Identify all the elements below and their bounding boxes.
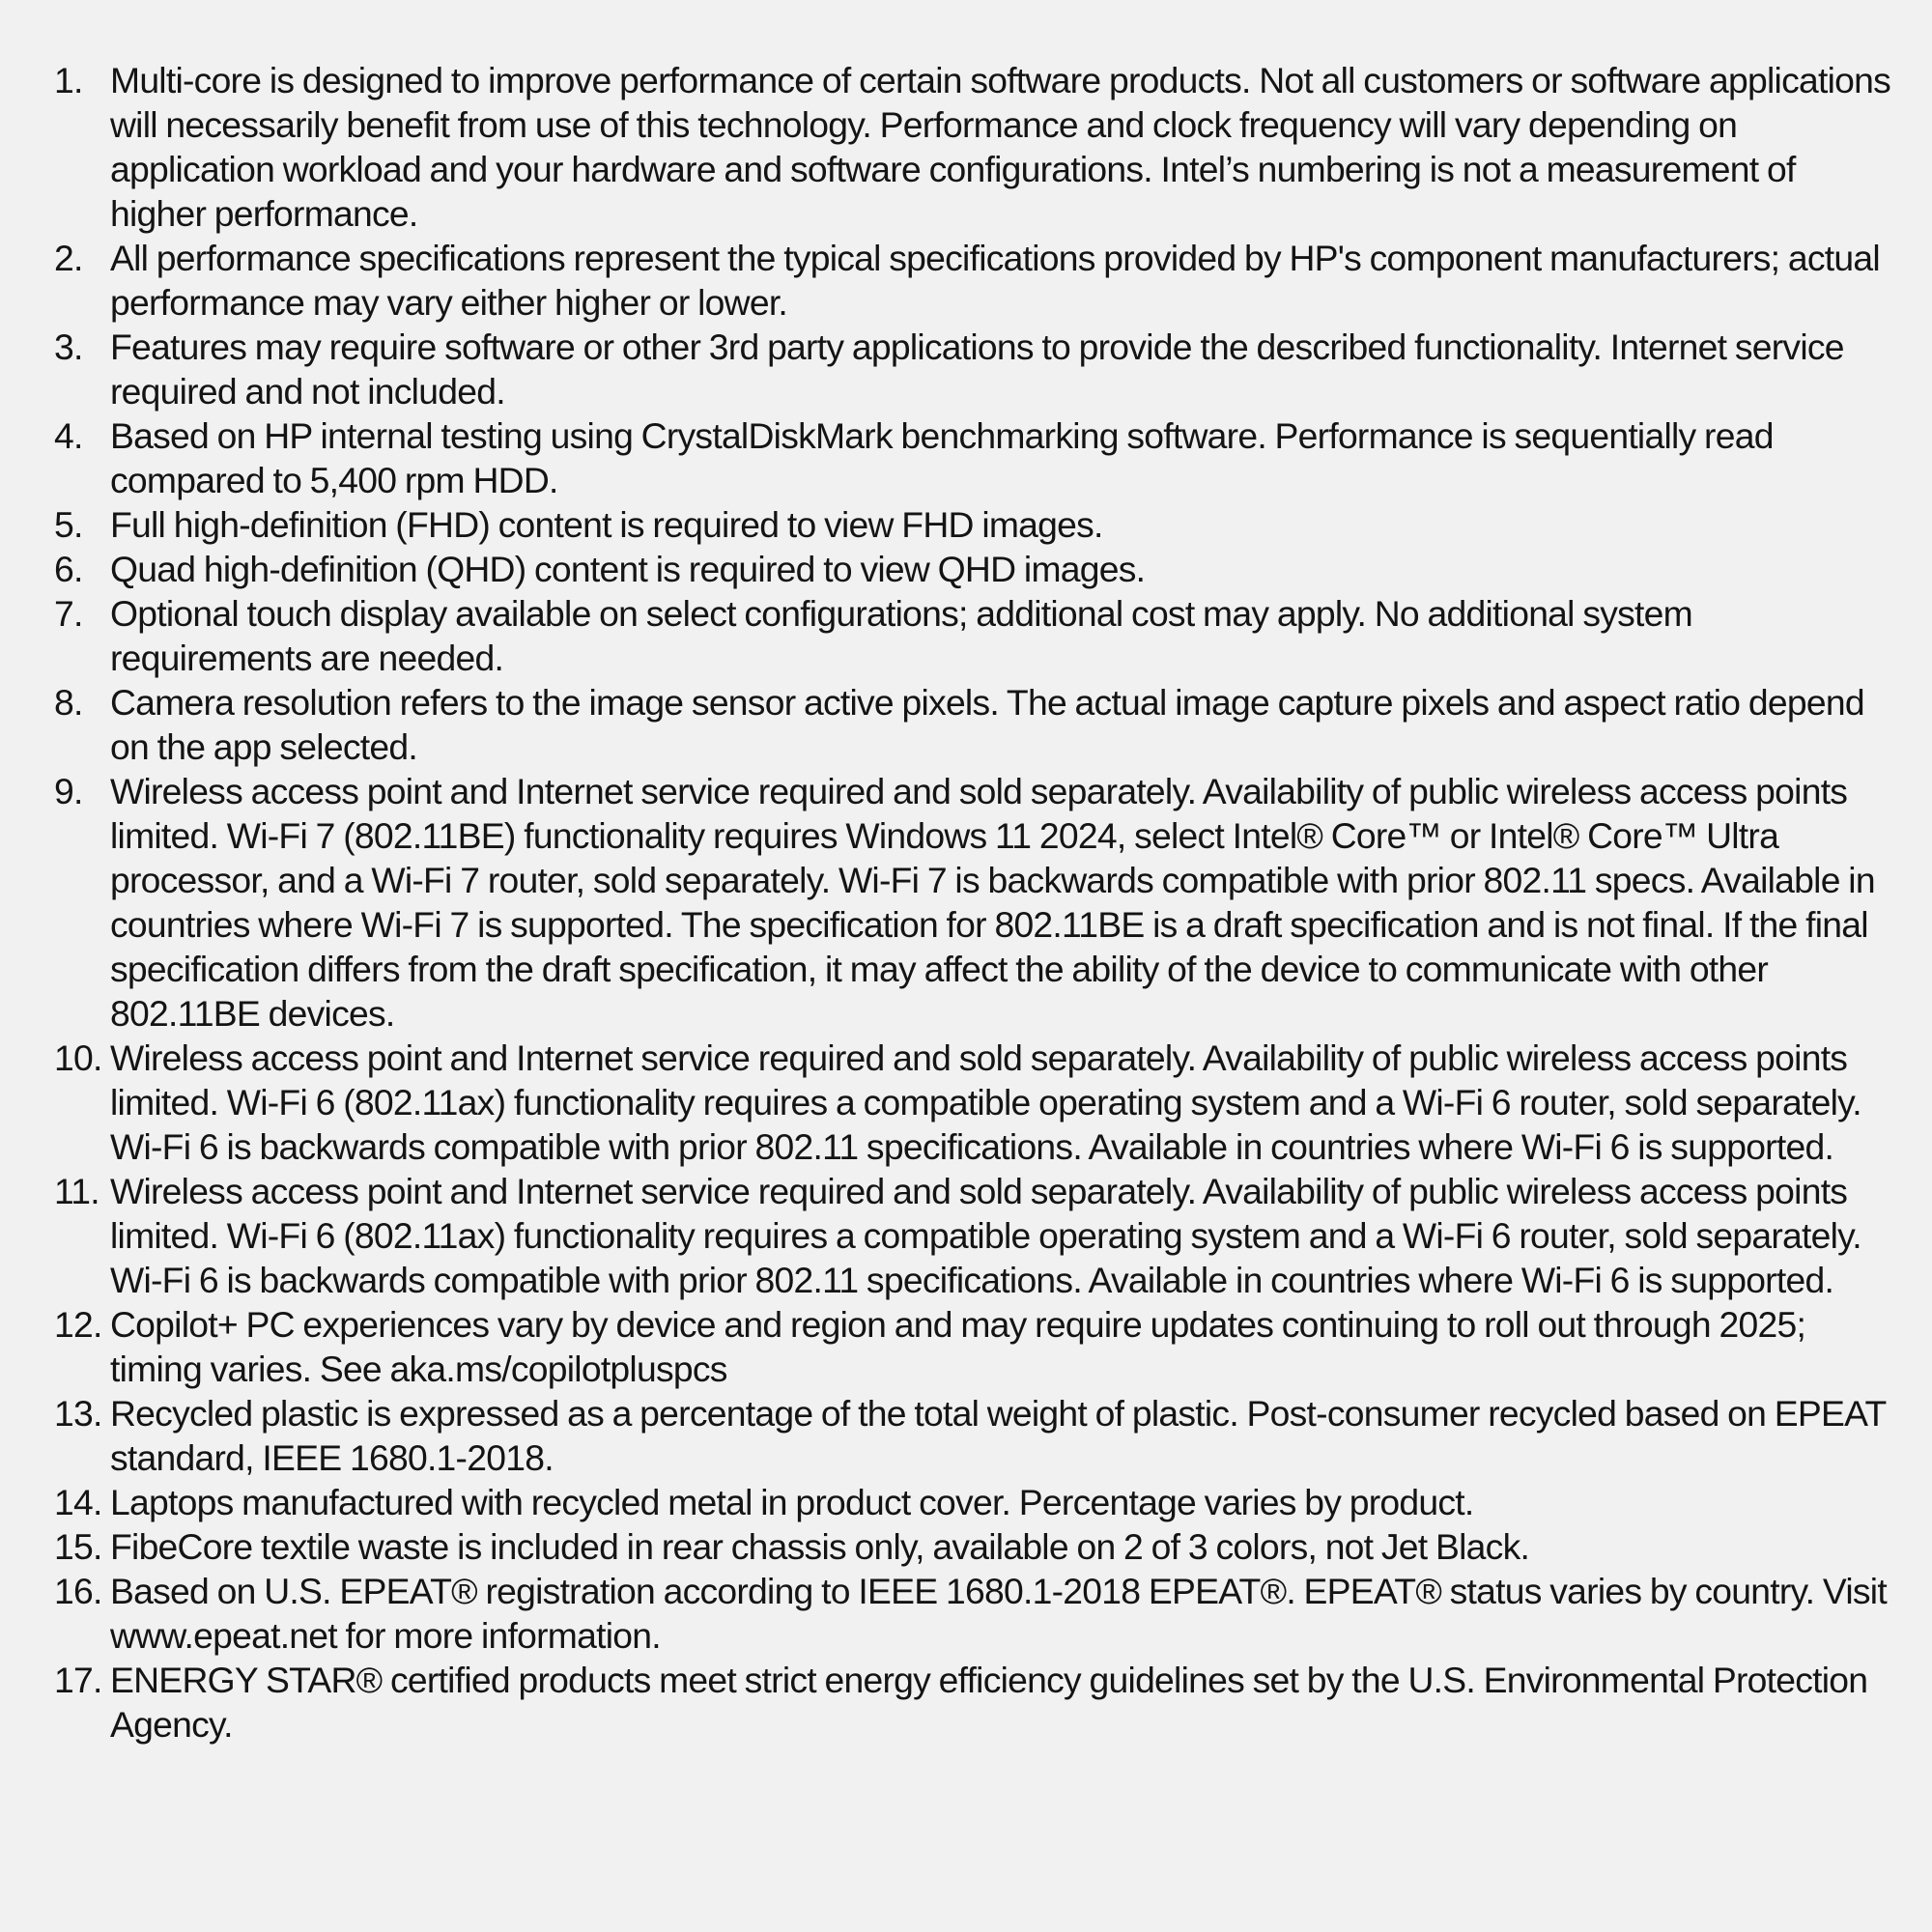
footnote-number: 10.: [54, 1037, 102, 1078]
footnote-text: Based on HP internal testing using CrystalDiskMark benchmarking software. Performance is sequentially read compared to 5,400 rpm HDD.: [110, 415, 1774, 500]
footnote-number: 8.: [54, 682, 83, 723]
footnote-text: Wireless access point and Internet service required and sold separately. Availability of public wireless access points limited. Wi-Fi 6 (802.11ax) functionality requires a compatible operating system and a Wi-Fi 6 router, sold separately. Wi-Fi 6 is backwards compatible with prior 802.11 specifications. Available in countries where Wi-Fi 6 is supported.: [110, 1037, 1861, 1167]
footnote-text: Camera resolution refers to the image sensor active pixels. The actual image capture pixels and aspect ratio depend on the app selected.: [110, 682, 1864, 767]
footnote-text: FibeCore textile waste is included in rear chassis only, available on 2 of 3 colors, not Jet Black.: [110, 1526, 1530, 1567]
footnote-text: Wireless access point and Internet service required and sold separately. Availability of public wireless access points limited. Wi-Fi 7 (802.11BE) functionality requires Windows 11 2024, select Intel® Core™ or Intel® Core™ Ultra processor, and a Wi-Fi 7 router, sold separately. Wi-Fi 7 is backwards compatible with prior 802.11 specs. Available in countries where Wi-Fi 7 is supported. The specification for 802.11BE is a draft specification and is not final. If the final specification differs from the draft specification, it may affect the ability of the device to communicate with other 802.11BE devices.: [110, 771, 1875, 1034]
footnote-number: 13.: [54, 1393, 102, 1434]
footnote-text: All performance specifications represent the typical specifications provided by HP's component manufacturers; actual performance may vary either higher or lower.: [110, 238, 1880, 323]
footnote-text: Full high-definition (FHD) content is required to view FHD images.: [110, 504, 1103, 545]
footnote-2: [0, 236, 1932, 325]
footnote-8: [0, 680, 1932, 769]
footnote-16: [0, 1569, 1932, 1658]
footnote-3: [0, 325, 1932, 413]
footnote-5: [0, 502, 1932, 547]
footnote-14: [0, 1480, 1932, 1524]
footnote-number: 16.: [54, 1571, 102, 1611]
footnote-13: [0, 1391, 1932, 1480]
footnote-number: 12.: [54, 1304, 102, 1345]
footnote-number: 1.: [54, 60, 83, 100]
footnote-17: [0, 1658, 1932, 1747]
footnote-text: Recycled plastic is expressed as a percentage of the total weight of plastic. Post-consumer recycled based on EPEAT standard, IEEE 1680.1-2018.: [110, 1393, 1886, 1478]
footnote-text: ENERGY STAR® certified products meet strict energy efficiency guidelines set by the U.S. Environmental Protection Agency.: [110, 1660, 1868, 1745]
footnote-number: 11.: [54, 1171, 99, 1211]
footnote-text: Based on U.S. EPEAT® registration according to IEEE 1680.1-2018 EPEAT®. EPEAT® status varies by country. Visit www.epeat.net for more information.: [110, 1571, 1887, 1656]
footnote-number: 6.: [54, 549, 83, 589]
footnote-text: Wireless access point and Internet service required and sold separately. Availability of public wireless access points limited. Wi-Fi 6 (802.11ax) functionality requires a compatible operating system and a Wi-Fi 6 router, sold separately. Wi-Fi 6 is backwards compatible with prior 802.11 specifications. Available in countries where Wi-Fi 6 is supported.: [110, 1171, 1861, 1300]
footnote-number: 2.: [54, 238, 83, 278]
footnote-9: [0, 769, 1932, 1036]
footnote-number: 3.: [54, 327, 83, 367]
footnote-number: 15.: [54, 1526, 102, 1567]
footnote-text: Quad high-definition (QHD) content is required to view QHD images.: [110, 549, 1146, 589]
footnote-number: 5.: [54, 504, 83, 545]
footnote-1: [0, 58, 1932, 236]
footnote-number: 7.: [54, 593, 83, 634]
footnote-6: [0, 547, 1932, 591]
footnotes-list: [0, 58, 1932, 1747]
footnote-text: Multi-core is designed to improve performance of certain software products. Not all customers or software applications will necessarily benefit from use of this technology. Performance and clock frequency will vary depending on application workload and your hardware and software configurations. Intel’s numbering is not a measurement of higher performance.: [110, 60, 1891, 234]
footnote-4: [0, 413, 1932, 502]
footnote-text: Optional touch display available on select configurations; additional cost may apply. No additional system requirements are needed.: [110, 593, 1692, 678]
footnote-number: 4.: [54, 415, 83, 456]
footnote-7: [0, 591, 1932, 680]
footnote-number: 14.: [54, 1482, 102, 1522]
footnote-11: [0, 1169, 1932, 1302]
footnote-text: Features may require software or other 3rd party applications to provide the described functionality. Internet service required and not included.: [110, 327, 1844, 412]
footnote-10: [0, 1036, 1932, 1169]
footnote-text: Laptops manufactured with recycled metal in product cover. Percentage varies by product.: [110, 1482, 1474, 1522]
footnote-15: [0, 1524, 1932, 1569]
footnote-number: 17.: [54, 1660, 102, 1700]
footnote-12: [0, 1302, 1932, 1391]
footnote-number: 9.: [54, 771, 83, 811]
footnote-text: Copilot+ PC experiences vary by device and region and may require updates continuing to roll out through 2025; timing varies. See aka.ms/copilotpluspcs: [110, 1304, 1806, 1389]
